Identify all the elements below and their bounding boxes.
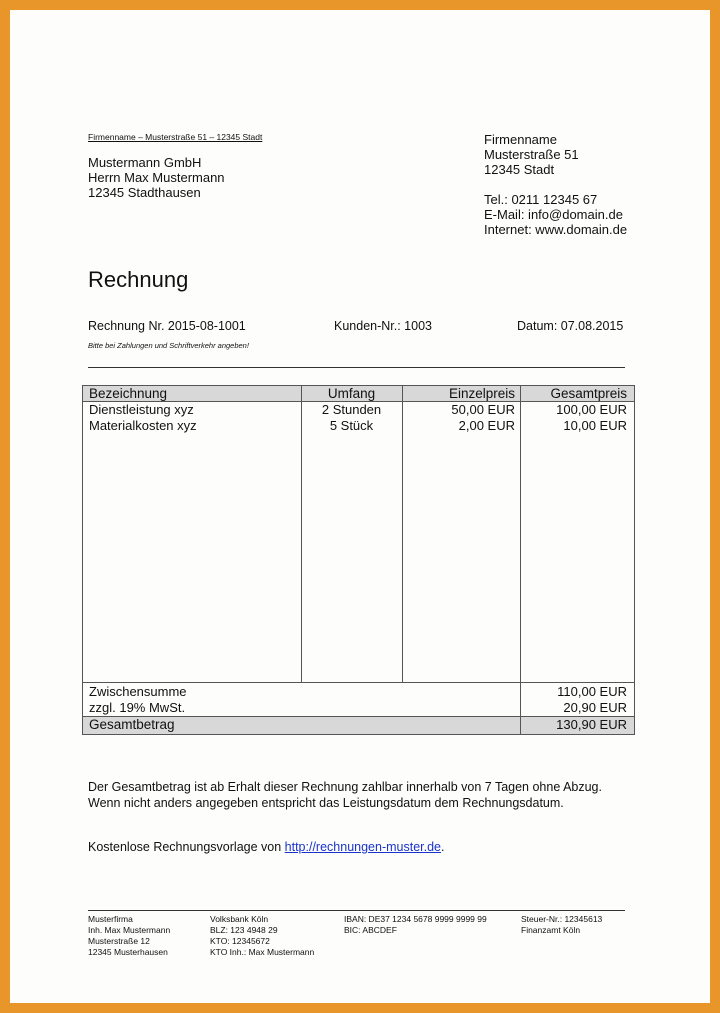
footer-tax — [521, 914, 602, 936]
footer-iban — [344, 914, 487, 936]
document-title: Rechnung — [88, 267, 189, 292]
table-row-2-total: 10,00 EUR — [563, 418, 627, 433]
table-row-2-unit-price: 2,00 EUR — [458, 418, 515, 433]
header-unit-price: Einzelpreis — [448, 386, 515, 401]
payment-terms-line-2: Wenn nicht anders angegeben entspricht das Leistungsdatum dem Rechnungsdatum. — [88, 795, 564, 810]
invoice-number: Rechnung Nr. 2015-08-1001 — [88, 319, 246, 333]
recipient-city: 12345 Stadthausen — [88, 185, 201, 200]
subtotal-value: 110,00 EUR — [557, 684, 627, 699]
reference-hint: Bitte bei Zahlungen und Schriftverkehr angeben! — [88, 341, 249, 350]
template-credit — [88, 840, 445, 854]
table-row-1-description: Dienstleistung xyz — [89, 402, 194, 417]
footer-iban-number: IBAN: DE37 1234 5678 9999 9999 99 — [344, 914, 487, 924]
table-row-1-quantity: 2 Stunden — [321, 402, 382, 417]
company-city: 12345 Stadt — [484, 162, 555, 177]
payment-terms — [88, 780, 608, 811]
total-label: Gesamtbetrag — [89, 717, 175, 732]
subtotal-divider — [83, 682, 634, 683]
footer-account-holder: KTO Inh.: Max Mustermann — [210, 947, 315, 957]
table-row-1-unit-price: 50,00 EUR — [451, 402, 515, 417]
company-email: E-Mail: info@domain.de — [484, 207, 623, 222]
footer-tax-number: Steuer-Nr.: 12345613 — [521, 914, 603, 924]
divider — [88, 367, 625, 368]
total-value: 130,90 EUR — [556, 717, 627, 732]
footer-tax-office: Finanzamt Köln — [521, 925, 581, 935]
invoice-date: Datum: 07.08.2015 — [517, 319, 624, 333]
footer-company-name: Musterfirma — [88, 914, 133, 924]
invoice-table — [82, 385, 635, 735]
footer-street: Musterstraße 12 — [88, 936, 150, 946]
subtotal-label: Zwischensumme — [89, 684, 187, 699]
table-row-2-quantity: 5 Stück — [329, 418, 374, 433]
company-phone: Tel.: 0211 12345 67 — [484, 192, 598, 207]
company-name: Firmenname — [484, 132, 557, 147]
table-row-1-total: 100,00 EUR — [556, 402, 627, 417]
header-description: Bezeichnung — [89, 386, 168, 401]
company-web: Internet: www.domain.de — [484, 222, 628, 237]
footer-bank — [210, 914, 314, 958]
template-link[interactable]: http://rechnungen-muster.de — [284, 840, 442, 854]
customer-number: Kunden-Nr.: 1003 — [334, 319, 432, 333]
recipient-address — [88, 155, 225, 200]
recipient-company: Mustermann GmbH — [88, 155, 202, 170]
footer-city: 12345 Musterhausen — [88, 947, 168, 957]
footer-bic: BIC: ABCDEF — [344, 925, 397, 935]
template-credit-suffix: . — [441, 840, 445, 854]
vat-label: zzgl. 19% MwSt. — [89, 700, 186, 715]
payment-terms-line-1: Der Gesamtbetrag ist ab Erhalt dieser Rechnung zahlbar innerhalb von 7 Tagen ohne Abzug. — [88, 780, 602, 794]
vat-value: 20,90 EUR — [563, 700, 627, 715]
footer-company — [88, 914, 170, 958]
recipient-person: Herrn Max Mustermann — [88, 170, 225, 185]
footer-blz: BLZ: 123 4948 29 — [210, 925, 278, 935]
template-credit-prefix: Kostenlose Rechnungsvorlage von — [88, 840, 285, 854]
header-quantity: Umfang — [327, 386, 376, 401]
sender-return-line: Firmenname – Musterstraße 51 – 12345 Stadt — [88, 132, 263, 142]
footer-account: KTO: 12345672 — [210, 936, 270, 946]
header-total-price: Gesamtpreis — [550, 386, 627, 401]
company-info — [484, 132, 627, 237]
footer-bank-name: Volksbank Köln — [210, 914, 269, 924]
table-row-2-description: Materialkosten xyz — [89, 418, 197, 433]
company-street: Musterstraße 51 — [484, 147, 579, 162]
footer-divider — [88, 910, 625, 911]
invoice-page — [10, 10, 710, 1003]
footer-owner: Inh. Max Mustermann — [88, 925, 171, 935]
